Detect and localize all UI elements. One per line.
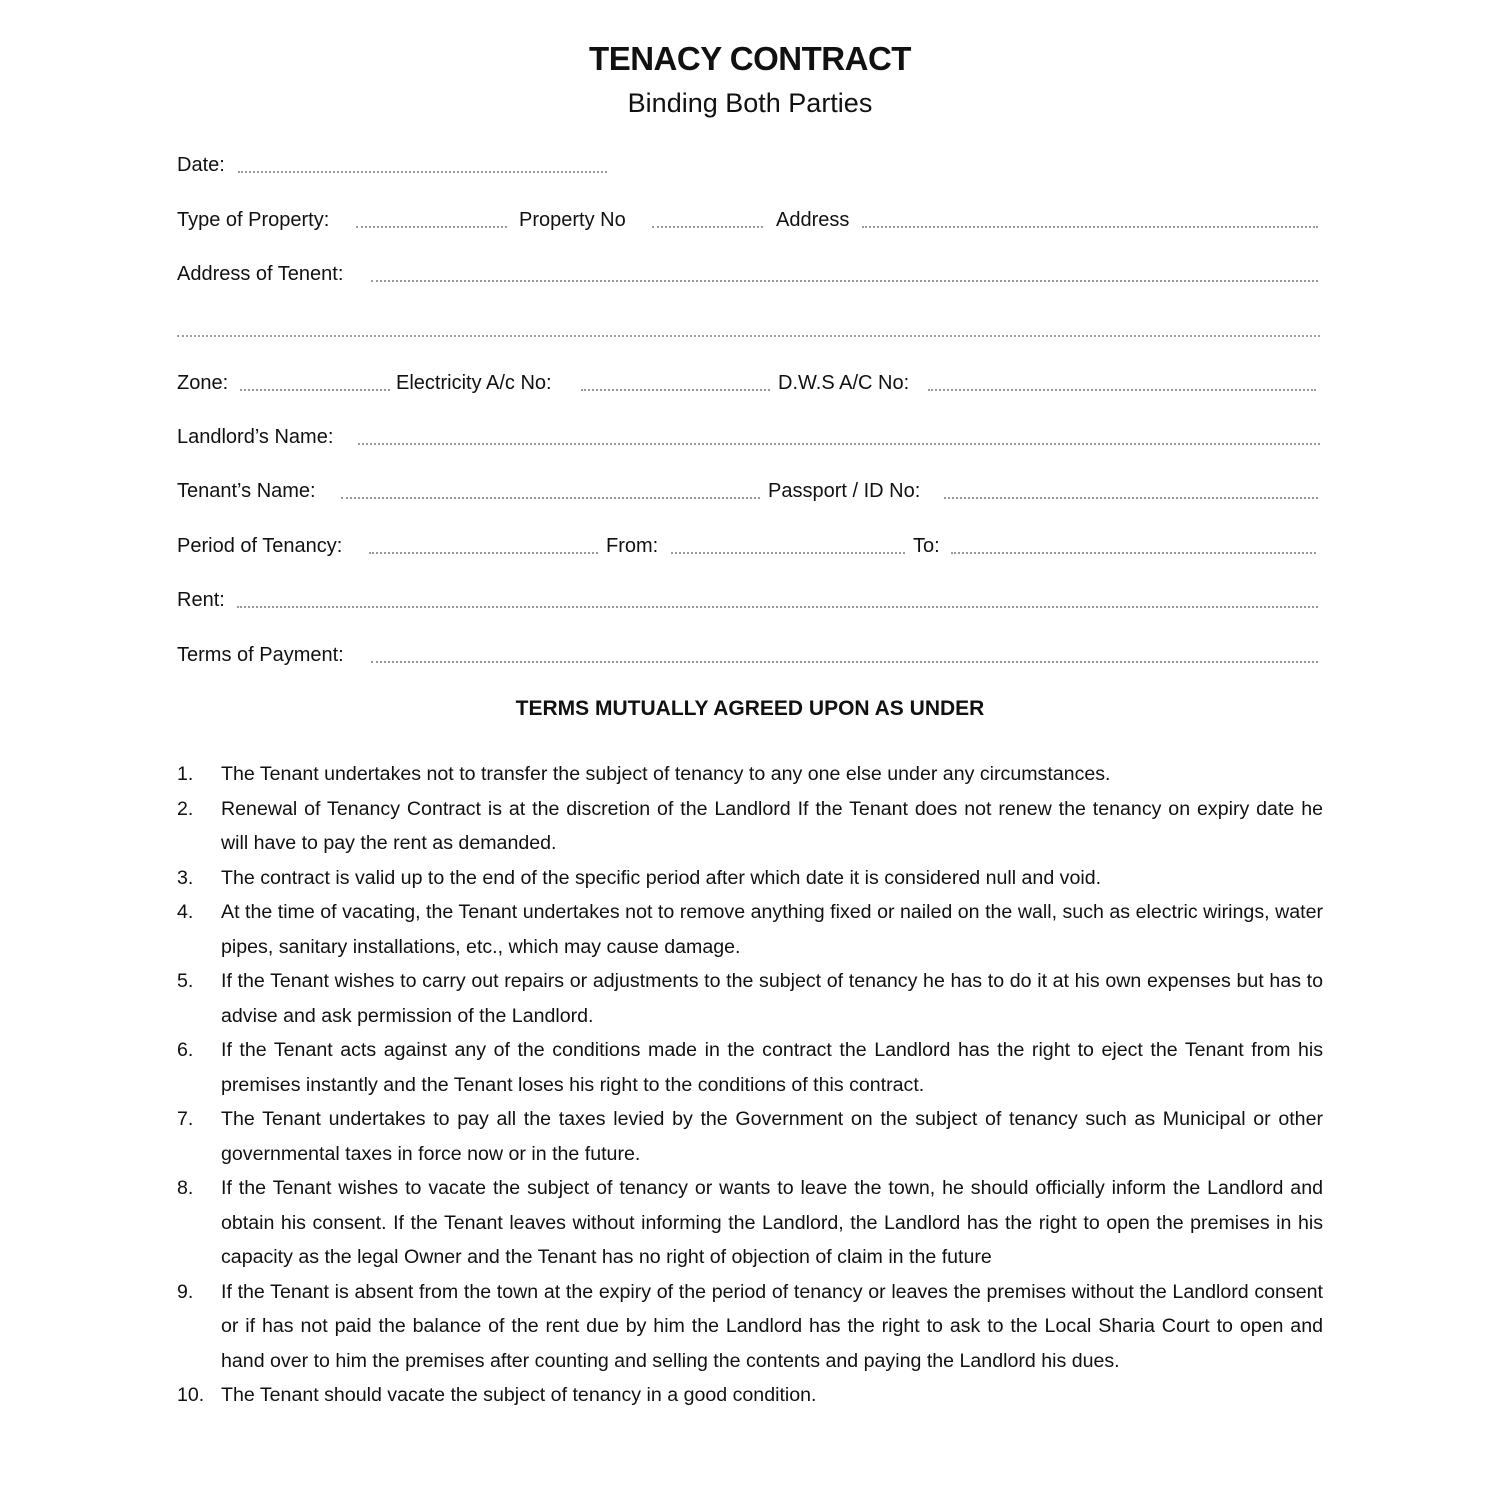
- term-number: 10.: [177, 1384, 205, 1406]
- document-title: TENACY CONTRACT: [589, 40, 911, 77]
- passport-label: Passport / ID No:: [768, 480, 921, 502]
- tenant-name-label: Tenant’s Name:: [177, 480, 316, 502]
- from-label: From:: [606, 535, 659, 557]
- terms-of-payment-field[interactable]: [371, 661, 1318, 663]
- tenant-row: [0, 478, 1500, 508]
- property-row: [0, 207, 1500, 237]
- date-row: [0, 152, 1500, 182]
- zone-field[interactable]: [240, 389, 390, 391]
- address-label: Address: [776, 209, 850, 231]
- terms-of-payment-label: Terms of Payment:: [177, 644, 344, 666]
- passport-field[interactable]: [944, 497, 1318, 499]
- address-of-tenant-label: Address of Tenent:: [177, 263, 344, 285]
- term-item: [177, 792, 1323, 861]
- tenant-address-row-2: [0, 316, 1500, 346]
- term-number: 1.: [177, 763, 194, 785]
- electricity-field[interactable]: [581, 389, 770, 391]
- from-field[interactable]: [671, 552, 905, 554]
- period-label: Period of Tenancy:: [177, 535, 343, 557]
- electricity-label: Electricity A/c No:: [396, 372, 552, 394]
- term-number: 4.: [177, 901, 194, 923]
- type-of-property-field[interactable]: [356, 226, 507, 228]
- landlord-name-label: Landlord’s Name:: [177, 426, 334, 448]
- term-item: [177, 861, 1323, 896]
- tenant-name-field[interactable]: [341, 497, 760, 499]
- property-no-label: Property No: [519, 209, 626, 231]
- term-number: 5.: [177, 970, 194, 992]
- dws-field[interactable]: [928, 389, 1316, 391]
- rent-field[interactable]: [237, 606, 1318, 608]
- to-field[interactable]: [951, 552, 1316, 554]
- term-item: [177, 1275, 1323, 1379]
- address-of-tenant-field[interactable]: [371, 280, 1318, 282]
- date-label: Date:: [177, 154, 225, 176]
- term-number: 9.: [177, 1280, 194, 1303]
- term-item: [177, 757, 1323, 792]
- rent-row: [0, 587, 1500, 617]
- terms-heading: TERMS MUTUALLY AGREED UPON AS UNDER: [515, 697, 985, 720]
- landlord-row: [0, 424, 1500, 454]
- term-number: 8.: [177, 1177, 194, 1199]
- dws-label: D.W.S A/C No:: [778, 372, 910, 394]
- term-text: Renewal of Tenancy Contract is at the discretion of the Landlord If the Tenant does not renew the tenancy on expiry date he will have to pay the rent as demanded.: [221, 797, 1323, 854]
- utility-row: [0, 370, 1500, 400]
- term-item: [177, 1102, 1323, 1171]
- period-field[interactable]: [369, 552, 598, 554]
- term-text: The contract is valid up to the end of the specific period after which date it is considered null and void.: [221, 866, 1102, 889]
- document-subtitle: Binding Both Parties: [627, 88, 873, 118]
- type-of-property-label: Type of Property:: [177, 209, 330, 231]
- address-of-tenant-field-line-2[interactable]: [177, 335, 1320, 337]
- term-item: [177, 1033, 1323, 1102]
- term-text: The Tenant should vacate the subject of tenancy in a good condition.: [221, 1384, 817, 1406]
- terms-list: [177, 757, 1323, 1413]
- term-text: At the time of vacating, the Tenant undertakes not to remove anything fixed or nailed on the wall, such as electric wirings, water pipes, sanitary installations, etc., which may cause damage.: [221, 901, 1323, 958]
- term-number: 6.: [177, 1039, 194, 1061]
- period-row: [0, 533, 1500, 563]
- term-number: 2.: [177, 797, 194, 820]
- term-text: If the Tenant wishes to vacate the subject of tenancy or wants to leave the town, he should officially inform the Landlord and obtain his consent. If the Tenant leaves without informing the Landlord, the Landlord has the right to open the premises in his capacity as the legal Owner and the Tenant has no right of objection of claim in the future: [221, 1177, 1323, 1268]
- term-number: 3.: [177, 866, 194, 889]
- term-number: 7.: [177, 1108, 194, 1130]
- landlord-name-field[interactable]: [358, 443, 1320, 445]
- payment-row: [0, 642, 1500, 672]
- property-no-field[interactable]: [652, 226, 763, 228]
- zone-label: Zone:: [177, 372, 229, 394]
- term-text: If the Tenant wishes to carry out repairs or adjustments to the subject of tenancy he has to do it at his own expenses but has to advise and ask permission of the Landlord.: [221, 970, 1323, 1027]
- rent-label: Rent:: [177, 589, 225, 611]
- term-text: If the Tenant acts against any of the conditions made in the contract the Landlord has the right to eject the Tenant from his premises instantly and the Tenant loses his right to the conditions of this contract.: [221, 1039, 1323, 1096]
- term-item: [177, 895, 1323, 964]
- tenant-address-row: [0, 261, 1500, 291]
- term-text: The Tenant undertakes to pay all the taxes levied by the Government on the subject of tenancy such as Municipal or other governmental taxes in force now or in the future.: [221, 1108, 1323, 1165]
- date-field[interactable]: [238, 171, 607, 173]
- term-text: The Tenant undertakes not to transfer the subject of tenancy to any one else under any circumstances.: [221, 763, 1111, 785]
- term-item: [177, 1171, 1323, 1275]
- address-field[interactable]: [862, 226, 1318, 228]
- to-label: To:: [913, 535, 940, 557]
- term-item: [177, 964, 1323, 1033]
- term-item: [177, 1378, 1323, 1413]
- term-text: If the Tenant is absent from the town at the expiry of the period of tenancy or leaves the premises without the Landlord consent or if has not paid the balance of the rent due by him the Landlord has the right to ask to the Local Sharia Court to open and hand over to him the premises after counting and selling the contents and paying the Landlord his dues.: [221, 1280, 1323, 1372]
